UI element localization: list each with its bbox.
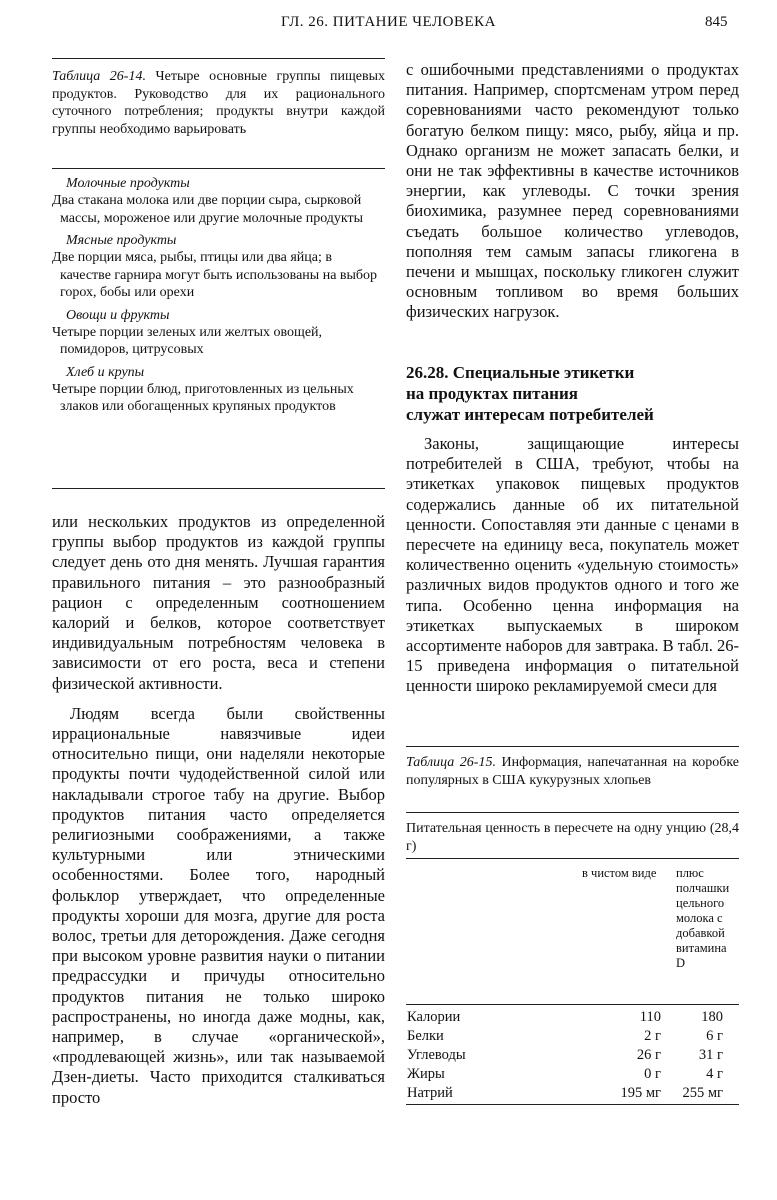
- paragraph: или нескольких продуктов из определенной группы выбор продуктов из каждой группы следует день ото дня менять. Лучшая гарантия правильного питания – это разнообразный рацион с определенным соотношением калорий и белков, которое соответствует индивидуальным потребностям человека в зависимости от его роста, веса и степени физической активности.: [52, 512, 385, 693]
- row-milk: 255 мг: [682, 1085, 723, 1101]
- page-number: 845: [705, 14, 728, 30]
- table1-groups: [52, 176, 385, 416]
- table2-subtitle-rule: [406, 858, 739, 859]
- table2-bottom-rule: [406, 1104, 739, 1105]
- food-group-name: Овощи и фрукты: [66, 307, 170, 323]
- table-row: [406, 1008, 739, 1027]
- food-group-name: Мясные продукты: [66, 233, 177, 248]
- row-name: Углеводы: [407, 1047, 466, 1063]
- table1-caption-text: Четыре основные группы пищевых продуктов. Руководство для их рационального суточного потребления; продукты внутри каждой группы необходимо варьировать: [52, 69, 385, 137]
- table-row: [406, 1046, 739, 1065]
- food-group: [52, 365, 385, 416]
- table1-bottom-rule: [52, 488, 385, 489]
- row-milk: 6 г: [706, 1028, 723, 1044]
- table1-caption: [52, 68, 385, 138]
- row-milk: 4 г: [706, 1066, 723, 1082]
- food-group-desc: Два стакана молока или две порции сыра, сырковой массы, мороженое или другие молочные продукты: [52, 193, 364, 226]
- table1-top-rule: [52, 58, 385, 59]
- row-pure: 26 г: [636, 1047, 661, 1063]
- row-pure: 110: [639, 1009, 661, 1025]
- table2-top-rule: [406, 746, 739, 747]
- section-title-line: на продуктах питания: [406, 384, 578, 403]
- section-title-line: 26.28. Специальные этикетки: [406, 363, 635, 382]
- row-name: Жиры: [407, 1066, 445, 1082]
- row-name: Натрий: [407, 1085, 453, 1101]
- paragraph: с ошибочными представлениями о продуктах питания. Например, спортсменам утром перед соревнованиями часто рекомендуют только богатую белком пищу: мясо, рыбу, яйца и пр. Однако организм не может запасать белки, и они не так эффективны в качестве источников энергии, как углеводы. С точки зрения биохимика, разумнее перед соревнованиями съедать большое количество углеводов, пополняя тем самым запасы гликогена в печени и мышцах, поскольку гликоген служит основным топливом во время больших физических нагрузок.: [406, 60, 739, 322]
- section-title-line: служат интересам потребителей: [406, 405, 654, 424]
- row-pure: 195 мг: [620, 1085, 661, 1101]
- row-milk: 180: [701, 1009, 723, 1025]
- row-name: Белки: [407, 1028, 444, 1044]
- table2-header-rule: [406, 1004, 739, 1005]
- food-group-name: Хлеб и крупы: [66, 364, 145, 380]
- right-body-top: [406, 60, 739, 323]
- left-body: [52, 512, 385, 1108]
- food-group-desc: Четыре порции зеленых или желтых овощей, помидоров, цитрусовых: [52, 324, 323, 357]
- table-row: [406, 1084, 739, 1103]
- table1-header-rule: [52, 168, 385, 169]
- food-group: [52, 233, 385, 302]
- food-group: [52, 176, 385, 227]
- table1-label: Таблица 26-14.: [52, 69, 146, 84]
- food-group-desc: Две порции мяса, рыбы, птицы или два яйца; в качестве гарнира могут быть использованы на выбор горох, бобы или орехи: [52, 250, 378, 300]
- running-header: ГЛ. 26. ПИТАНИЕ ЧЕЛОВЕКА: [281, 14, 496, 30]
- row-milk: 31 г: [698, 1047, 723, 1063]
- table2-rule: [406, 812, 739, 813]
- row-name: Калории: [407, 1009, 461, 1025]
- table2-caption-text: Информация, напечатанная на коробке популярных в США кукурузных хлопьев: [406, 755, 739, 788]
- table2-caption: [406, 754, 739, 789]
- paragraph: Законы, защищающие интересы потребителей в США, требуют, чтобы на этикетках упаковок пищевых продуктов содержались данные об их питательной ценности. Сопоставляя эти данные с ценами в пересчете на единицу веса, покупатель может количественно оценить «удельную стоимость» различных видов продуктов одного и того же типа. Особенно ценна информация на этикетках выпускаемых в широком ассортименте наборов для завтрака. В табл. 26-15 приведена информация о питательной ценности широко рекламируемой смеси для: [406, 434, 739, 696]
- column-header-milk: плюс полчашки цельного молока с добавкой витамина D: [676, 866, 730, 970]
- table-row: [406, 1027, 739, 1046]
- food-group-name: Молочные продукты: [66, 176, 190, 191]
- paragraph: Людям всегда были свойственны иррациональные навязчивые идеи относительно пищи, они наделяли некоторые продукты почти чудодейственной силой или накладывали строгое табу на другие. Выбор продуктов питания часто определяется религиозными соображениями, а также культурными или этническими особенностями. Более того, народный фольклор утверждает, что определенные продукты хороши для мозга, другие для роста волос, третьи для деторождения. Даже сегодня при высоком уровне развития науки о питании предрассудки и причуды относительно продуктов питания не только широко распространены, но иногда даже модны, как, например, в случае «органической», «продлевающей жизнь», или так называемой Дзен-диеты. Часто приходится сталкиваться просто: [52, 703, 385, 1107]
- food-group: [52, 308, 385, 359]
- row-pure: 2 г: [644, 1028, 661, 1044]
- column-header-pure: в чистом виде: [582, 866, 657, 880]
- row-pure: 0 г: [644, 1066, 661, 1082]
- section-title: [406, 362, 739, 425]
- table2-subtitle: Питательная ценность в пересчете на одну унцию (28,4 г): [406, 821, 739, 854]
- table2-label: Таблица 26-15.: [406, 755, 496, 770]
- table-row: [406, 1065, 739, 1084]
- food-group-desc: Четыре порции блюд, приготовленных из цельных злаков или обогащенных крупяных продуктов: [52, 381, 354, 414]
- right-body-bottom: [406, 434, 739, 697]
- nutrition-table: [406, 1008, 739, 1103]
